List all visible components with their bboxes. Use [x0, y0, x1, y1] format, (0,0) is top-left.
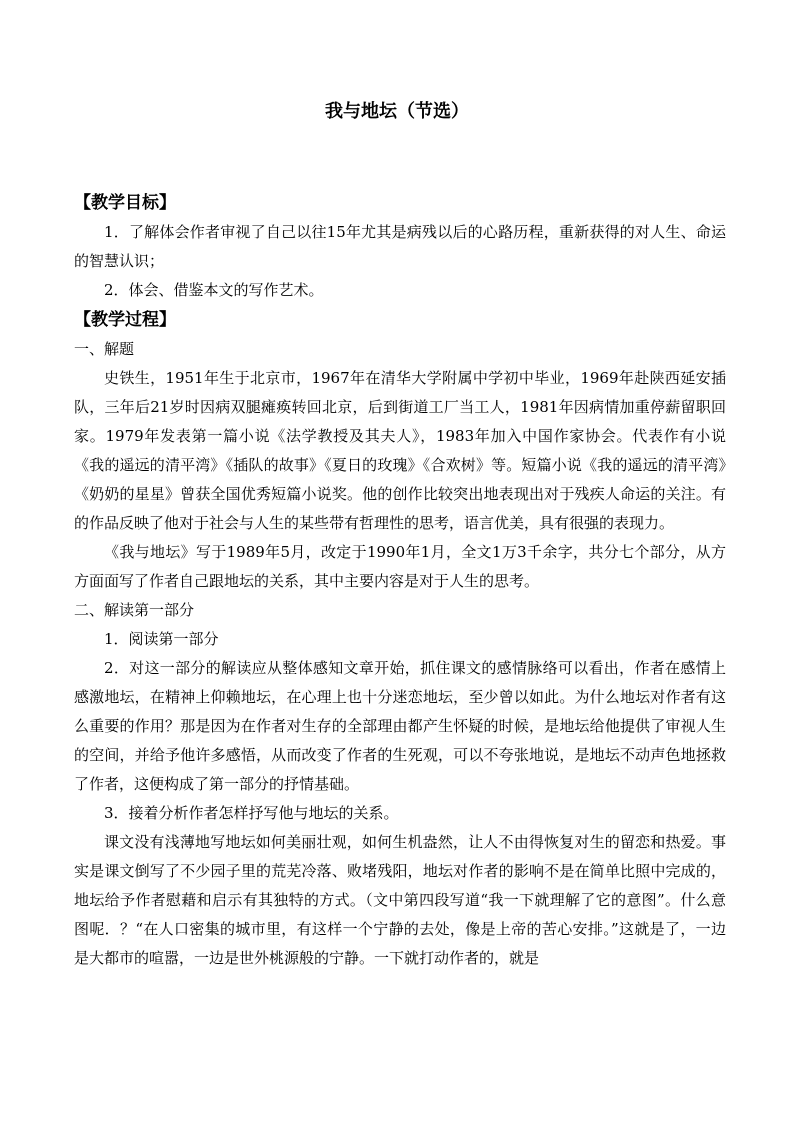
document-title: 我与地坛（节选）	[325, 101, 469, 122]
paragraph-author-bio: 史铁生，1951年生于北京市，1967年在清华大学附属中学初中毕业，1969年赴陕西延安插队，三年后21岁时因病双腿瘫痪转回北京，后到街道工厂当工人，1981年因病情加重停薪留职回家。1979年发表第一篇小说《法学教授及其夫人》，1983年加入中国作家协会。代表作有小说《我的遥远的清平湾》《插队的故事》《夏日的玫瑰》《合欢树》等。短篇小说《我的遥远的清平湾》《奶奶的星星》曾获全国优秀短篇小说奖。他的创作比较突出地表现出对于残疾人命运的关注。有的作品反映了他对于社会与人生的某些带有哲理性的思考，语言优美，具有很强的表现力。	[74, 369, 726, 532]
goal-item-1: 1．了解体会作者审视了自己以往15年尤其是病残以后的心路历程，重新获得的对人生、命运的智慧认识；	[74, 223, 726, 270]
reading-item-1: 1．阅读第一部分	[104, 630, 219, 648]
subsection-heading-1: 一、解题	[74, 340, 135, 358]
paragraph-work-intro: 《我与地坛》写于1989年5月，改定于1990年1月，全文1万3千余字，共分七个部分，从方方面面写了作者自己跟地坛的关系，其中主要内容是对于人生的思考。	[74, 543, 726, 590]
document-body	[74, 188, 726, 973]
subsection-heading-2: 二、解读第一部分	[74, 601, 195, 619]
section-heading-process: 【教学过程】	[74, 310, 176, 330]
goal-item-2: 2．体会、借鉴本文的写作艺术。	[104, 281, 324, 299]
paragraph-analysis: 课文没有浅薄地写地坛如何美丽壮观，如何生机盎然，让人不由得恢复对生的留恋和热爱。事实是课文倒写了不少园子里的荒芜冷落、败堵残阳，地坛对作者的影响不是在简单比照中完成的，地坛给予作者慰藉和启示有其独特的方式。（文中第四段写道“我一下就理解了它的意图”。什么意图呢．？“在人口密集的城市里，有这样一个宁静的去处，像是上帝的苦心安排。”这就是了，一边是大都市的喧嚣，一边是世外桃源般的宁静。一下就打动作者的，就是	[74, 833, 726, 967]
section-heading-goals: 【教学目标】	[74, 193, 176, 213]
reading-item-2: 2．对这一部分的解读应从整体感知文章开始，抓住课文的感情脉络可以看出，作者在感情上感激地坛，在精神上仰赖地坛，在心理上也十分迷恋地坛，至少曾以如此。为什么地坛对作者有这么重要的作用？那是因为在作者对生存的全部理由都产生怀疑的时候，是地坛给他提供了审视人生的空间，并给予他许多感悟，从而改变了作者的生死观，可以不夸张地说，是地坛不动声色地拯救了作者，这便构成了第一部分的抒情基础。	[74, 659, 726, 793]
reading-item-3: 3．接着分析作者怎样抒写他与地坛的关系。	[104, 804, 399, 822]
